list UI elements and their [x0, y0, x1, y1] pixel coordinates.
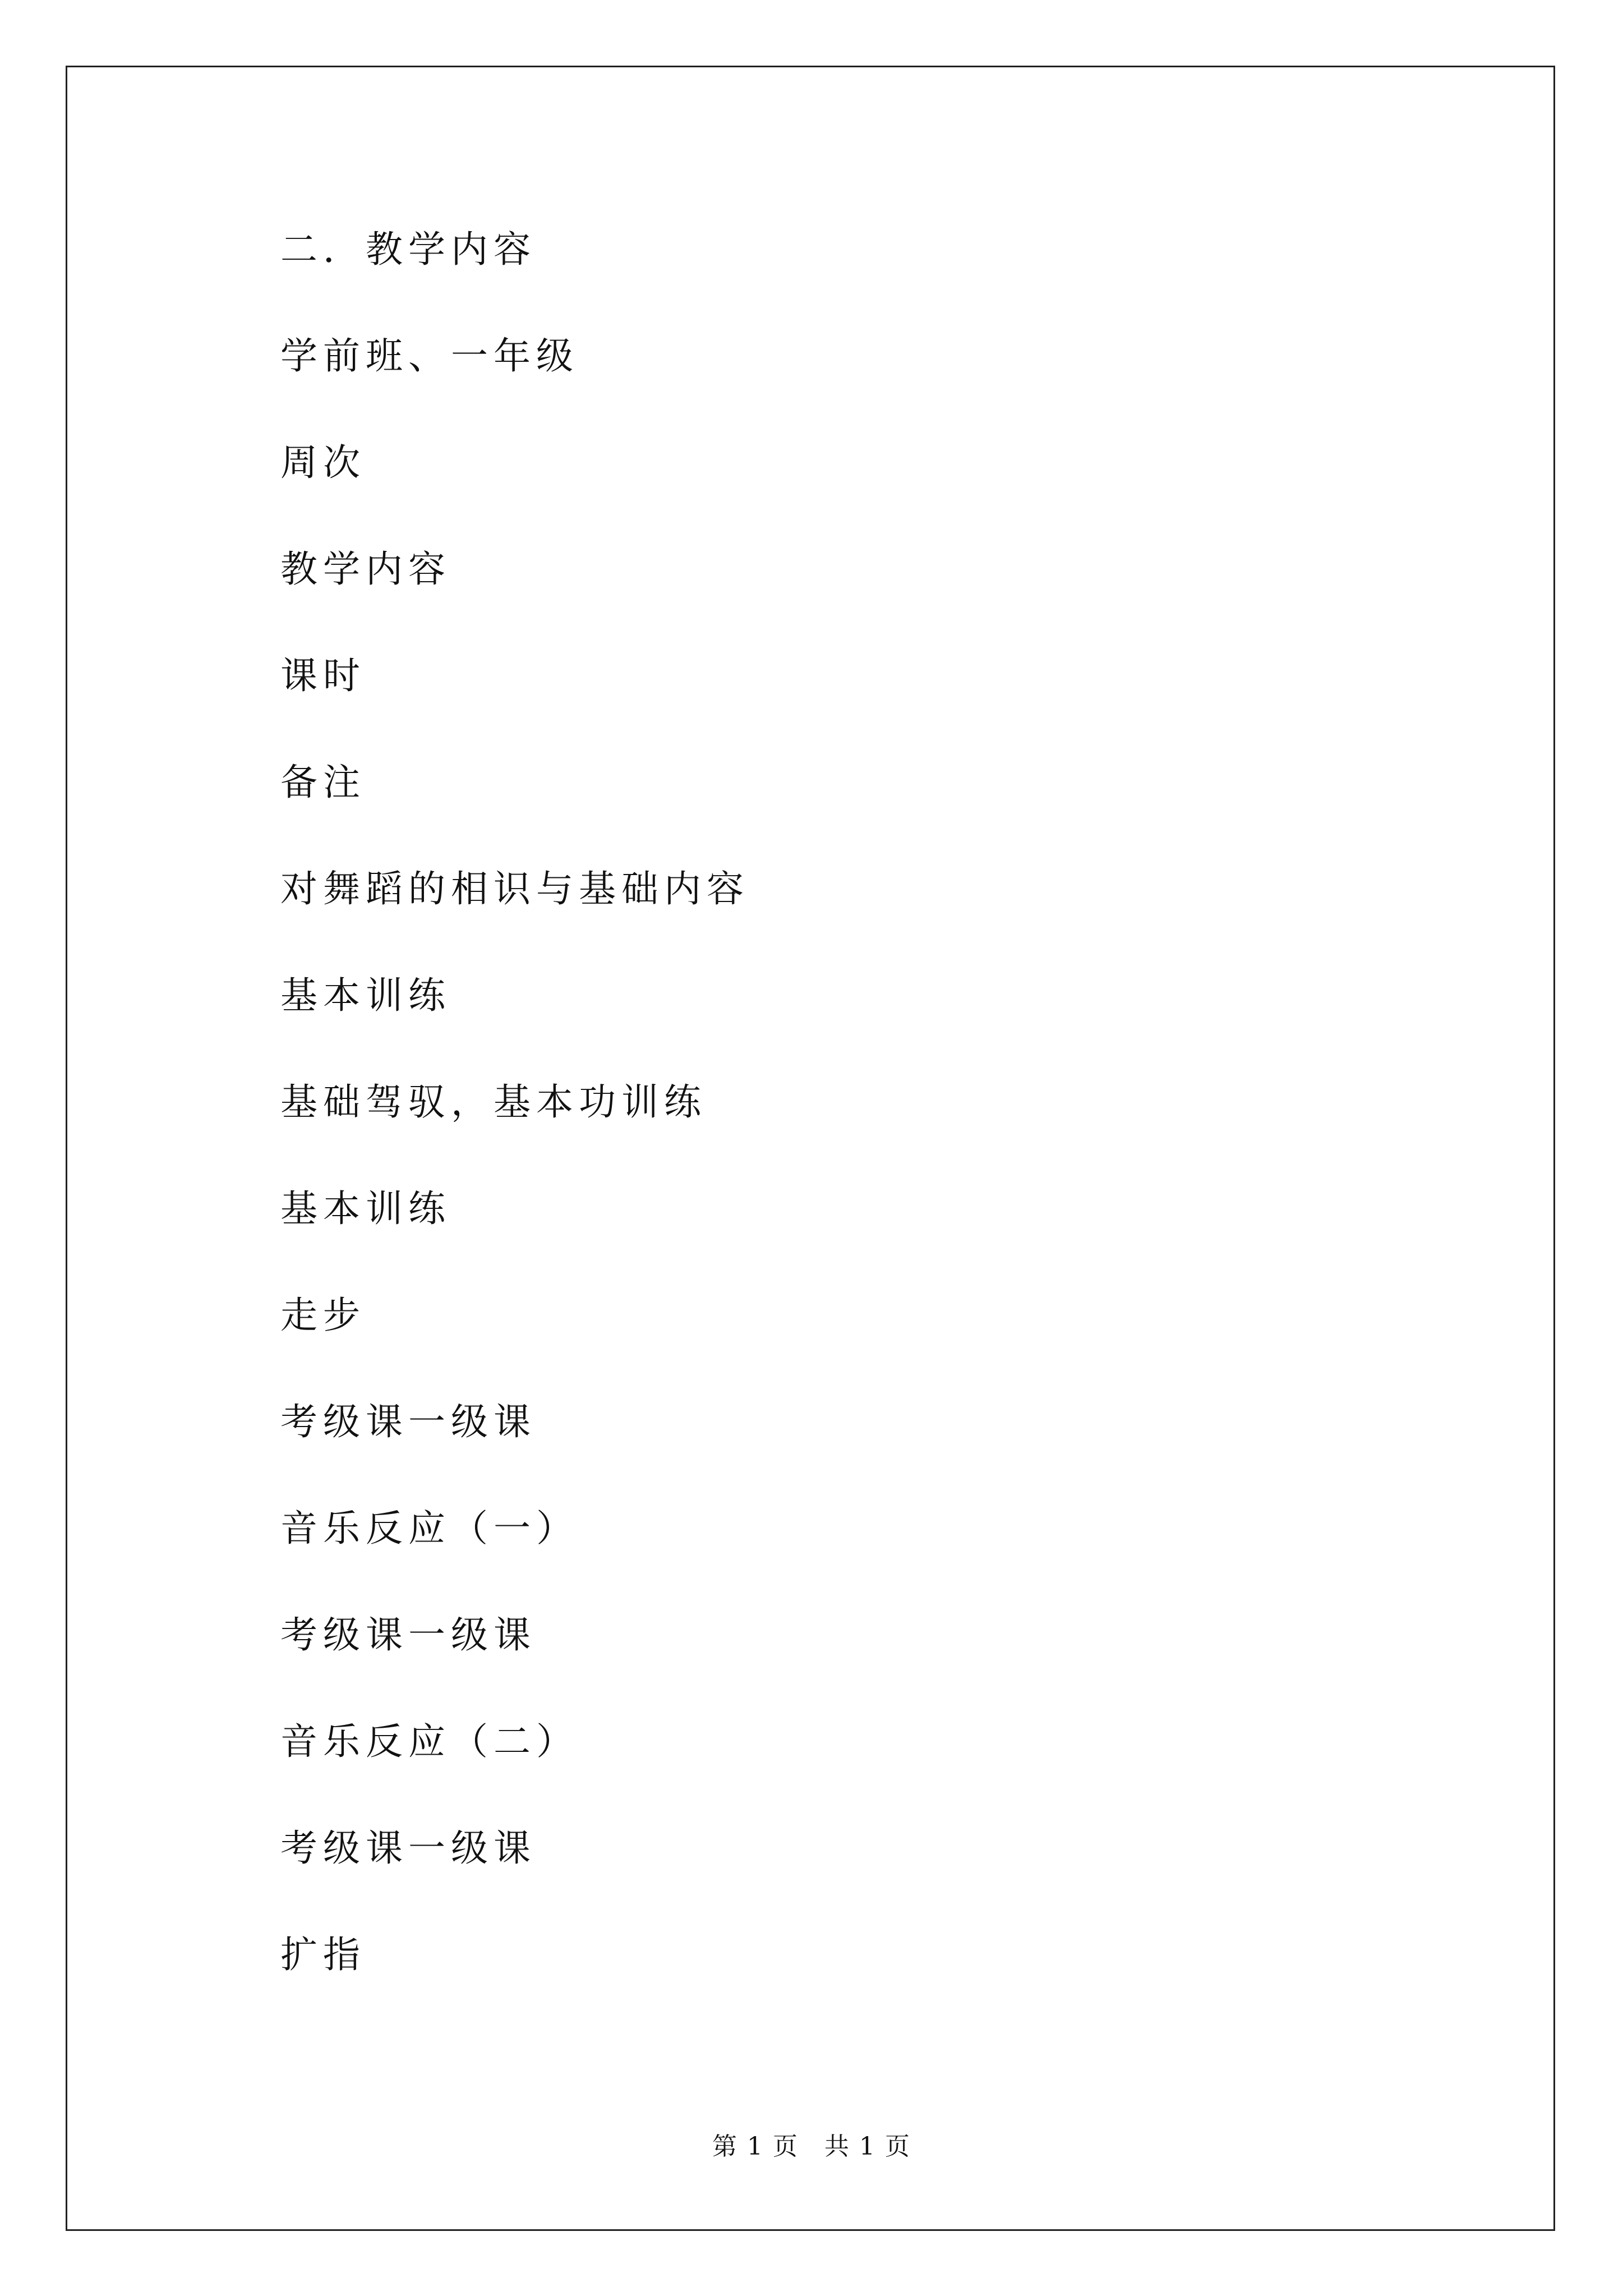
text-line: 基础驾驭，基本功训练: [280, 1080, 707, 1124]
text-line: 教学内容: [280, 547, 451, 591]
text-line: 扩指: [280, 1933, 366, 1976]
text-line: 对舞蹈的相识与基础内容: [280, 867, 749, 910]
text-line: 走步: [280, 1294, 366, 1337]
text-line: 学前班、一年级: [280, 334, 579, 378]
section-heading: 二．教学内容: [280, 228, 536, 271]
text-line: 课时: [280, 654, 366, 697]
text-line: 考级课一级课: [280, 1613, 536, 1657]
text-line: 音乐反应（一）: [280, 1507, 579, 1550]
text-line: 考级课一级课: [280, 1400, 536, 1443]
text-line: 备注: [280, 761, 366, 804]
text-line: 基本训练: [280, 974, 451, 1017]
page-number-footer: 第 1 页 共 1 页: [712, 2132, 911, 2161]
document-body: [280, 213, 1514, 2025]
text-line: 音乐反应（二）: [280, 1720, 579, 1763]
text-line: 基本训练: [280, 1187, 451, 1230]
text-line: 考级课一级课: [280, 1826, 536, 1870]
text-line: 周次: [280, 441, 366, 484]
